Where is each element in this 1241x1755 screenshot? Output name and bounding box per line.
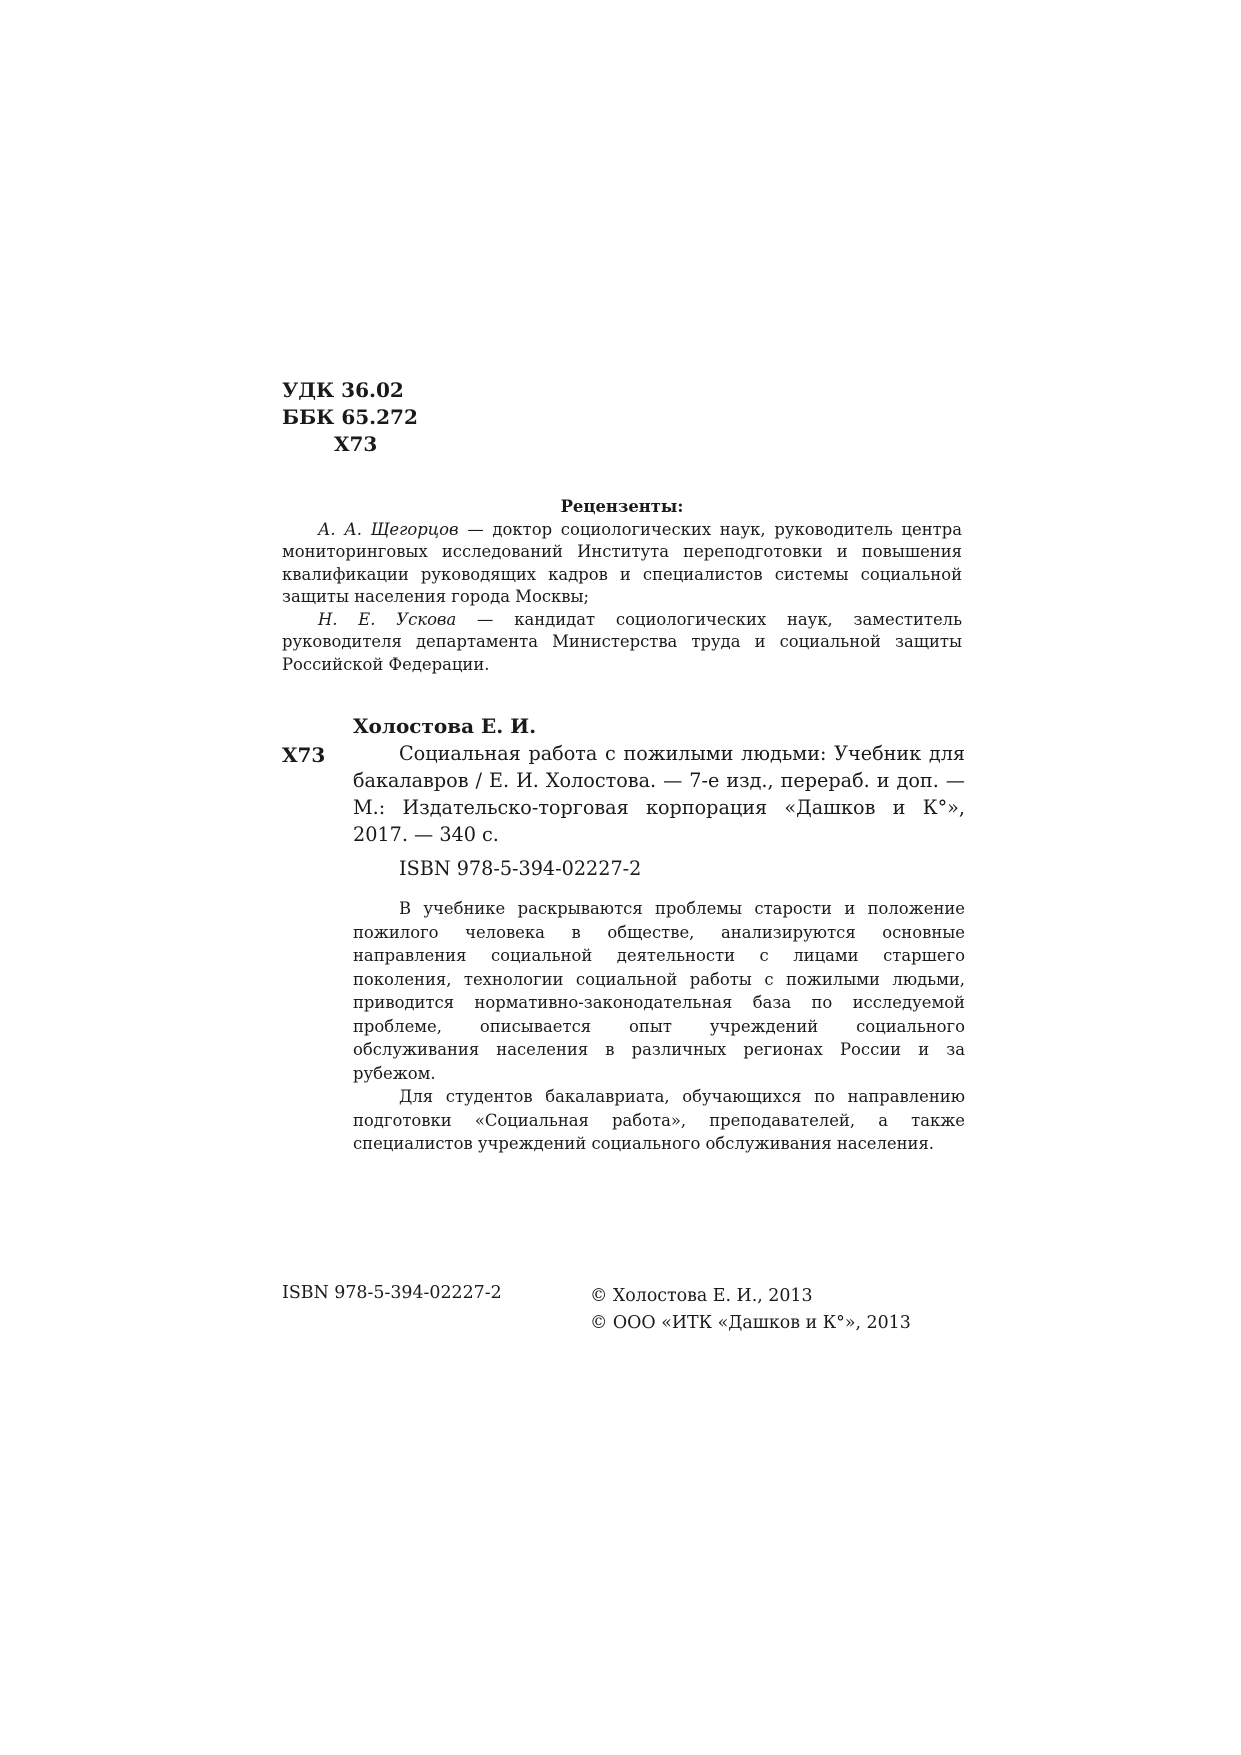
abstract-paragraph: В учебнике раскрываются проблемы старости и положение пожилого человека в обществе, анализируются основные направления социальной деятельности с лицами старшего поколения, технологии социальной работы с пожилыми людьми, приводится нормативно-законодательная база по исследуемой проблеме, описывается опыт учреждений социального обслуживания населения в различных регионах России и за рубежом. — [353, 899, 965, 1083]
copyright-block — [590, 1283, 911, 1337]
entry-isbn: ISBN 978-5-394-02227-2 — [399, 857, 642, 880]
bibliographic-description — [353, 740, 965, 848]
abstract-block — [353, 897, 965, 1156]
classification-codes — [282, 377, 418, 458]
udk-code: УДК 36.02 — [282, 378, 404, 402]
abstract-paragraph: Для студентов бакалавриата, обучающихся по направлению подготовки «Социальная работа», преподавателей, а также специалистов учреждений социального обслуживания населения. — [353, 1087, 965, 1153]
entry-code: Х73 — [282, 743, 326, 767]
reviewer-entry — [282, 519, 962, 609]
reviewer-name: А. А. Щегорцов — [318, 519, 459, 539]
reviewers-block — [282, 496, 962, 676]
bbk-code: ББК 65.272 — [282, 405, 418, 429]
author-mark: Х73 — [334, 432, 378, 456]
description-text: Социальная работа с пожилыми людьми: Учебник для бакалавров / Е. И. Холостова. — 7-е изд., перераб. и доп. — М.: Издательско-торговая корпорация «Дашков и К°», 2017. — 340 с. — [353, 742, 965, 846]
reviewer-description: — кандидат социологических наук, заместитель руководителя департамента Министерства труда и социальной защиты Российской Федерации. — [282, 609, 962, 674]
reviewer-description: — доктор социологических наук, руководитель центра мониторинговых исследований Института переподготовки и повышения квалификации руководящих кадров и специалистов системы социальной защиты населения города Москвы; — [282, 519, 963, 606]
reviewers-title: Рецензенты: — [560, 497, 684, 516]
footer-isbn: ISBN 978-5-394-02227-2 — [282, 1283, 502, 1303]
reviewer-entry — [282, 609, 962, 677]
copyright-publisher: © ООО «ИТК «Дашков и К°», 2013 — [590, 1313, 911, 1333]
copyright-author: © Холостова Е. И., 2013 — [590, 1286, 813, 1306]
entry-author: Холостова Е. И. — [353, 714, 537, 738]
reviewer-name: Н. Е. Ускова — [318, 609, 457, 629]
